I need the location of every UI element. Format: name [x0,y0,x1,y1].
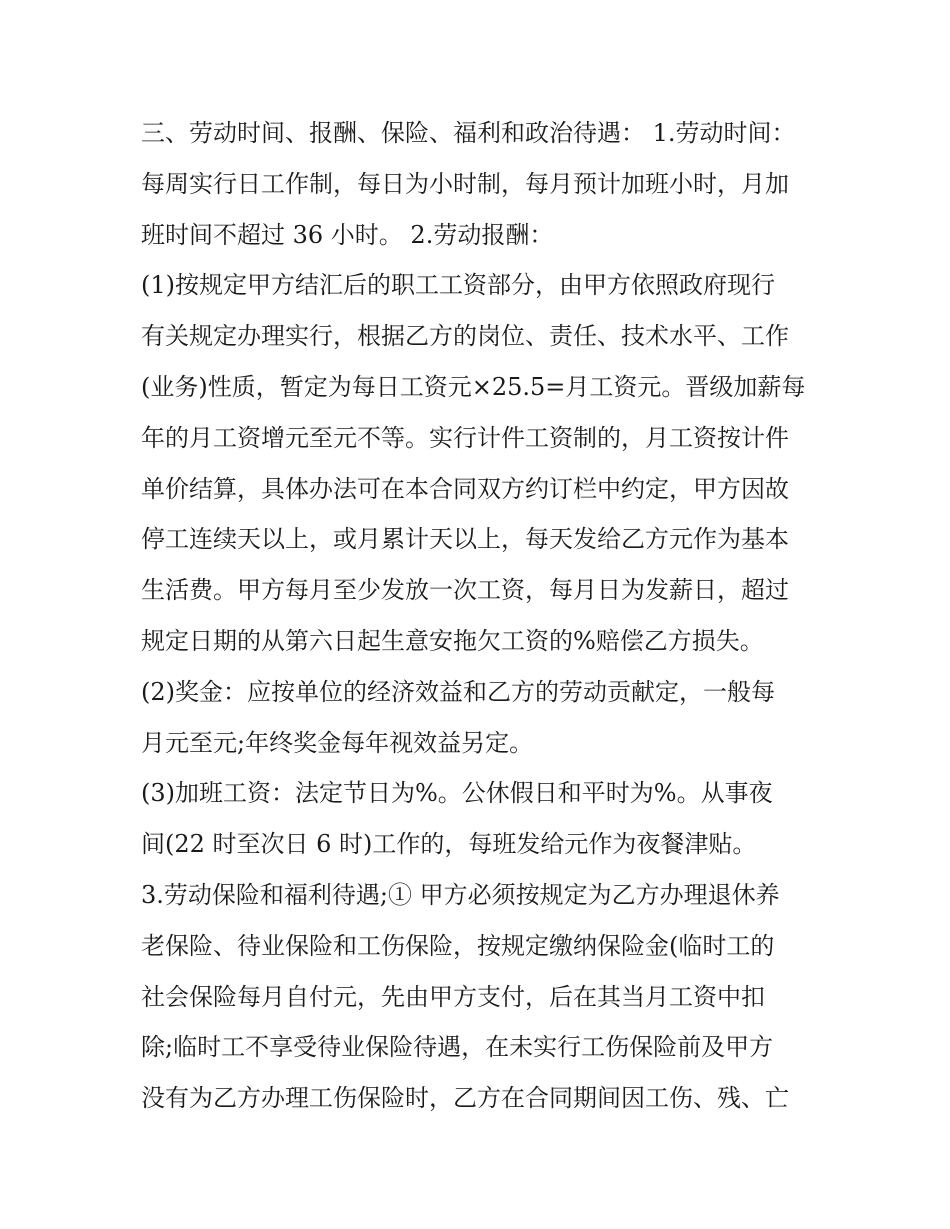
text-line: 社会保险每月自付元，先由甲方支付，后在其当月工资中扣 [141,982,765,1011]
text-line: 单价结算，具体办法可在本合同双方约订栏中约定，甲方因故 [141,474,789,503]
text-line: 3.劳动保险和福利待遇;① 甲方必须按规定为乙方办理退休养 [141,880,780,909]
text-line: 停工连续天以上，或月累计天以上，每天发给乙方元作为基本 [141,525,789,554]
text-line: 没有为乙方办理工伤保险时，乙方在合同期间因工伤、残、亡 [141,1084,789,1113]
document-body [141,108,821,1124]
text-line: (3)加班工资：法定节日为%。公休假日和平时为%。从事夜 [141,779,773,808]
text-line: 生活费。甲方每月至少发放一次工资，每月日为发薪日，超过 [141,576,789,605]
text-line: 规定日期的从第六日起生意安拖欠工资的%赔偿乙方损失。 [141,626,764,655]
text-line: 年的月工资增元至元不等。实行计件工资制的，月工资按计件 [141,423,789,452]
text-line: 三、劳动时间、报酬、保险、福利和政治待遇： 1.劳动时间： [141,119,796,147]
text-line: (2)奖金：应按单位的经济效益和乙方的劳动贡献定，一般每 [141,677,775,706]
text-line: (业务)性质，暂定为每日工资元×25.5=月工资元。晋级加薪每 [141,372,806,401]
text-line: 班时间不超过 36 小时。 2.劳动报酬： [141,220,554,249]
text-line: 老保险、待业保险和工伤保险，按规定缴纳保险金(临时工的 [141,931,775,960]
text-line: 月元至元;年终奖金每年视效益另定。 [141,728,534,757]
text-line: 间(22 时至次日 6 时)工作的，每班发给元作为夜餐津贴。 [141,830,757,859]
text-line: 有关规定办理实行，根据乙方的岗位、责任、技术水平、工作 [141,322,789,351]
text-line: 除;临时工不享受待业保险待遇，在未实行工伤保险前及甲方 [141,1033,774,1062]
text-line: 每周实行日工作制，每日为小时制，每月预计加班小时，月加 [141,169,789,198]
text-line: (1)按规定甲方结汇后的职工工资部分，由甲方依照政府现行 [141,271,775,300]
